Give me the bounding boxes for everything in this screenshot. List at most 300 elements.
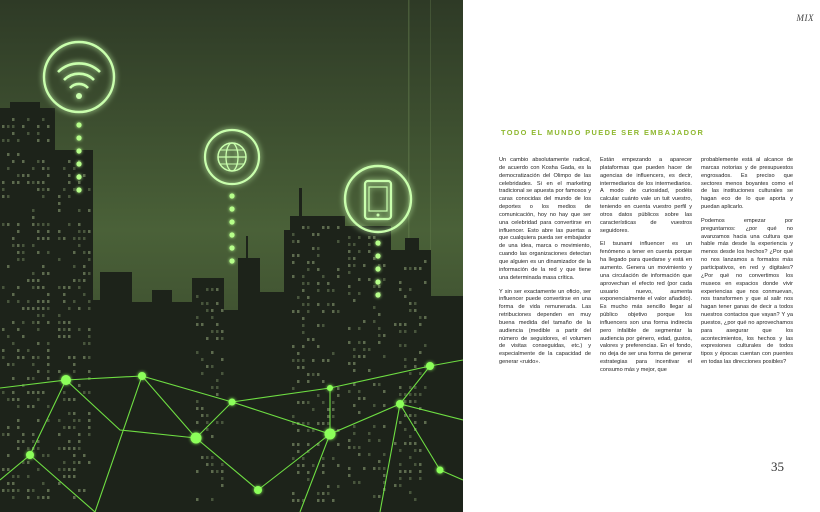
window-light — [73, 251, 76, 254]
network-node — [26, 451, 34, 459]
window-light — [307, 422, 310, 425]
window-light — [73, 279, 76, 282]
window-light — [42, 265, 45, 268]
window-light — [63, 447, 66, 450]
window-light — [17, 153, 20, 156]
window-light — [73, 237, 76, 240]
window-light — [378, 313, 381, 316]
window-light — [358, 446, 361, 449]
window-light — [58, 482, 61, 485]
window-light — [83, 293, 86, 296]
window-light — [206, 337, 209, 340]
window-light — [88, 433, 91, 436]
window-light — [32, 279, 35, 282]
window-light — [322, 359, 325, 362]
window-light — [17, 181, 20, 184]
window-light — [414, 421, 417, 424]
window-light — [297, 240, 300, 243]
window-light — [17, 328, 20, 331]
window-light — [363, 320, 366, 323]
window-light — [83, 454, 86, 457]
window-light — [307, 478, 310, 481]
window-light — [32, 167, 35, 170]
window-light — [348, 474, 351, 477]
window-light — [373, 404, 376, 407]
window-light — [37, 328, 40, 331]
network-node — [191, 433, 202, 444]
window-light — [37, 181, 40, 184]
window-light — [78, 181, 81, 184]
window-light — [292, 499, 295, 502]
window-light — [368, 439, 371, 442]
window-light — [12, 321, 15, 324]
window-light — [322, 457, 325, 460]
window-light — [17, 419, 20, 422]
window-light — [322, 471, 325, 474]
window-light — [37, 447, 40, 450]
window-light — [78, 237, 81, 240]
window-light — [368, 453, 371, 456]
window-light — [332, 289, 335, 292]
window-light — [83, 489, 86, 492]
window-light — [58, 314, 61, 317]
window-light — [68, 160, 71, 163]
window-light — [378, 341, 381, 344]
window-light — [47, 342, 50, 345]
window-light — [17, 405, 20, 408]
network-node — [229, 399, 236, 406]
window-light — [42, 314, 45, 317]
window-light — [292, 387, 295, 390]
window-light — [7, 223, 10, 226]
window-light — [37, 468, 40, 471]
window-light — [83, 279, 86, 282]
window-light — [292, 492, 295, 495]
window-light — [348, 236, 351, 239]
window-light — [307, 310, 310, 313]
window-light — [22, 160, 25, 163]
window-light — [32, 223, 35, 226]
window-light — [353, 355, 356, 358]
window-light — [332, 401, 335, 404]
window-light — [363, 467, 366, 470]
window-light — [348, 327, 351, 330]
window-light — [358, 355, 361, 358]
window-light — [37, 223, 40, 226]
window-light — [68, 412, 71, 415]
window-light — [297, 380, 300, 383]
window-light — [383, 355, 386, 358]
window-light — [78, 489, 81, 492]
window-light — [27, 132, 30, 135]
window-light — [73, 447, 76, 450]
window-light — [63, 426, 66, 429]
window-light — [78, 328, 81, 331]
window-light — [368, 243, 371, 246]
window-light — [409, 414, 412, 417]
signal-dot — [76, 122, 81, 127]
window-light — [58, 230, 61, 233]
window-light — [2, 328, 5, 331]
window-light — [73, 426, 76, 429]
window-light — [216, 393, 219, 396]
window-light — [2, 489, 5, 492]
window-light — [383, 334, 386, 337]
window-light — [409, 456, 412, 459]
window-light — [292, 310, 295, 313]
window-light — [409, 400, 412, 403]
signal-dot — [229, 232, 234, 237]
window-light — [37, 139, 40, 142]
window-light — [63, 328, 66, 331]
window-light — [348, 467, 351, 470]
window-light — [37, 342, 40, 345]
window-light — [7, 398, 10, 401]
window-light — [399, 484, 402, 487]
window-light — [322, 324, 325, 327]
signal-dot — [375, 240, 380, 245]
window-light — [37, 398, 40, 401]
window-light — [297, 401, 300, 404]
window-light — [42, 237, 45, 240]
window-light — [414, 449, 417, 452]
window-light — [22, 321, 25, 324]
window-light — [216, 323, 219, 326]
window-light — [42, 272, 45, 275]
window-light — [68, 335, 71, 338]
window-light — [358, 278, 361, 281]
window-light — [419, 372, 422, 375]
window-light — [399, 421, 402, 424]
window-light — [353, 432, 356, 435]
window-light — [201, 323, 204, 326]
window-light — [327, 485, 330, 488]
window-light — [353, 299, 356, 302]
window-light — [2, 139, 5, 142]
building — [152, 290, 172, 310]
window-light — [297, 471, 300, 474]
window-light — [37, 230, 40, 233]
window-light — [73, 496, 76, 499]
window-light — [312, 408, 315, 411]
paragraph: probablemente está al alcance de marcas notorias y de presupuestos engrosados. Es preciso que sectores menos boyantes como el de las instituciones culturales se hagan eco de lo que aporta y puedan aplicarlo. — [701, 157, 793, 211]
window-light — [312, 373, 315, 376]
window-light — [312, 464, 315, 467]
window-light — [297, 366, 300, 369]
window-light — [368, 236, 371, 239]
window-light — [58, 447, 61, 450]
window-light — [394, 484, 397, 487]
window-light — [196, 470, 199, 473]
window-light — [414, 393, 417, 396]
window-light — [47, 307, 50, 310]
window-light — [317, 254, 320, 257]
signal-dot — [375, 253, 380, 258]
window-light — [58, 202, 61, 205]
window-light — [2, 349, 5, 352]
window-light — [424, 386, 427, 389]
window-light — [78, 209, 81, 212]
window-light — [78, 307, 81, 310]
window-light — [206, 421, 209, 424]
window-light — [17, 300, 20, 303]
window-light — [196, 295, 199, 298]
window-light — [12, 363, 15, 366]
window-light — [17, 356, 20, 359]
window-light — [409, 442, 412, 445]
window-light — [348, 285, 351, 288]
network-node — [254, 486, 262, 494]
window-light — [383, 404, 386, 407]
window-light — [58, 195, 61, 198]
window-light — [42, 118, 45, 121]
window-light — [327, 408, 330, 411]
window-light — [292, 359, 295, 362]
window-light — [409, 470, 412, 473]
window-light — [37, 496, 40, 499]
window-light — [17, 489, 20, 492]
window-light — [12, 489, 15, 492]
window-light — [47, 300, 50, 303]
window-light — [32, 433, 35, 436]
window-light — [297, 450, 300, 453]
window-light — [348, 446, 351, 449]
window-light — [424, 260, 427, 263]
window-light — [17, 258, 20, 261]
window-light — [368, 369, 371, 372]
window-light — [196, 351, 199, 354]
window-light — [358, 390, 361, 393]
window-light — [88, 412, 91, 415]
window-light — [47, 188, 50, 191]
window-light — [47, 251, 50, 254]
window-light — [307, 471, 310, 474]
window-light — [322, 422, 325, 425]
window-light — [73, 419, 76, 422]
window-light — [22, 125, 25, 128]
window-light — [337, 387, 340, 390]
window-light — [17, 440, 20, 443]
window-light — [221, 463, 224, 466]
window-light — [414, 358, 417, 361]
window-light — [297, 464, 300, 467]
window-light — [42, 188, 45, 191]
window-light — [47, 356, 50, 359]
window-light — [42, 195, 45, 198]
window-light — [37, 314, 40, 317]
window-light — [211, 351, 214, 354]
window-light — [363, 341, 366, 344]
window-light — [337, 268, 340, 271]
window-light — [88, 188, 91, 191]
window-light — [414, 267, 417, 270]
window-light — [27, 307, 30, 310]
window-light — [317, 289, 320, 292]
window-light — [73, 167, 76, 170]
window-light — [63, 237, 66, 240]
window-light — [32, 356, 35, 359]
window-light — [88, 370, 91, 373]
window-light — [196, 400, 199, 403]
window-light — [409, 386, 412, 389]
window-light — [383, 453, 386, 456]
window-light — [327, 303, 330, 306]
window-light — [221, 330, 224, 333]
window-light — [83, 342, 86, 345]
window-light — [373, 236, 376, 239]
window-light — [58, 419, 61, 422]
window-light — [399, 449, 402, 452]
paragraph: Y sin ser exactamente un oficio, ser influencer puede convertirse en una forma de vida remunerada. Las retribuciones dependen en muy buena medida del tamaño de la audiencia (medible a partir del número de seguidores, el volumen de visitas conseguidas, etc.) y especialmente de la capacidad de generar «ruido». — [499, 288, 591, 366]
window-light — [63, 475, 66, 478]
window-light — [17, 426, 20, 429]
window-light — [22, 433, 25, 436]
window-light — [353, 481, 356, 484]
window-light — [32, 391, 35, 394]
window-light — [307, 380, 310, 383]
signal-dot — [229, 219, 234, 224]
window-light — [337, 226, 340, 229]
window-light — [292, 275, 295, 278]
window-light — [88, 335, 91, 338]
window-light — [47, 230, 50, 233]
window-light — [201, 372, 204, 375]
window-light — [12, 125, 15, 128]
section-label: MIX — [796, 13, 814, 23]
window-light — [37, 391, 40, 394]
window-light — [2, 223, 5, 226]
window-light — [332, 457, 335, 460]
window-light — [12, 398, 15, 401]
window-light — [211, 365, 214, 368]
window-light — [206, 309, 209, 312]
window-light — [7, 125, 10, 128]
window-light — [409, 491, 412, 494]
page-number: 35 — [771, 459, 784, 474]
network-node — [61, 375, 71, 385]
window-light — [211, 463, 214, 466]
window-light — [88, 391, 91, 394]
window-light — [414, 400, 417, 403]
window-light — [297, 254, 300, 257]
window-light — [63, 398, 66, 401]
signal-dot — [76, 148, 81, 153]
window-light — [47, 174, 50, 177]
window-light — [47, 349, 50, 352]
window-light — [211, 456, 214, 459]
window-light — [63, 293, 66, 296]
window-light — [78, 440, 81, 443]
window-light — [47, 125, 50, 128]
window-light — [88, 307, 91, 310]
window-light — [201, 407, 204, 410]
window-light — [58, 433, 61, 436]
window-light — [307, 282, 310, 285]
window-light — [78, 223, 81, 226]
window-light — [312, 247, 315, 250]
article-headline: TODO EL MUNDO PUEDE SER EMBAJADOR — [501, 128, 705, 137]
window-light — [7, 167, 10, 170]
window-light — [27, 461, 30, 464]
window-light — [414, 498, 417, 501]
window-light — [7, 139, 10, 142]
window-light — [78, 279, 81, 282]
window-light — [42, 391, 45, 394]
signal-dot — [375, 292, 380, 297]
window-light — [42, 181, 45, 184]
network-node — [325, 429, 336, 440]
window-light — [297, 443, 300, 446]
window-light — [414, 330, 417, 333]
network-node — [437, 467, 444, 474]
window-light — [78, 286, 81, 289]
window-light — [394, 442, 397, 445]
window-light — [317, 394, 320, 397]
window-light — [12, 377, 15, 380]
window-light — [332, 303, 335, 306]
window-light — [42, 454, 45, 457]
window-light — [404, 442, 407, 445]
window-light — [317, 373, 320, 376]
window-light — [383, 390, 386, 393]
window-light — [37, 321, 40, 324]
window-light — [17, 349, 20, 352]
window-light — [68, 475, 71, 478]
window-light — [383, 264, 386, 267]
window-light — [409, 372, 412, 375]
window-light — [37, 132, 40, 135]
text-column-1 — [499, 157, 591, 373]
window-light — [63, 461, 66, 464]
window-light — [327, 289, 330, 292]
window-light — [307, 338, 310, 341]
window-light — [221, 372, 224, 375]
window-light — [206, 463, 209, 466]
window-light — [332, 352, 335, 355]
window-light — [409, 288, 412, 291]
window-light — [58, 209, 61, 212]
window-light — [358, 341, 361, 344]
window-light — [206, 365, 209, 368]
window-light — [58, 468, 61, 471]
window-light — [12, 475, 15, 478]
window-light — [221, 309, 224, 312]
network-node — [138, 372, 146, 380]
window-light — [317, 268, 320, 271]
window-light — [7, 454, 10, 457]
window-light — [7, 265, 10, 268]
network-node — [396, 400, 404, 408]
window-light — [47, 223, 50, 226]
window-light — [337, 394, 340, 397]
window-light — [88, 230, 91, 233]
window-light — [47, 489, 50, 492]
window-light — [378, 285, 381, 288]
window-light — [297, 352, 300, 355]
window-light — [2, 195, 5, 198]
window-light — [399, 288, 402, 291]
window-light — [12, 496, 15, 499]
window-light — [399, 393, 402, 396]
window-light — [327, 226, 330, 229]
window-light — [368, 250, 371, 253]
paragraph: Un cambio absolutamente radical, de acuerdo con Kosha Gada, es la democratización del Olimpo de las celebridades. Si en el marketing tradicional se apuesta por famosos y caras conocidas del mundo de los deportes o los medios de comunicación, hoy no hay que ser una celebridad para convertirse en influencer. Esto abre las puertas a que cualquiera pueda ser embajador de una idea, marca o movimiento, cuando las organizaciones detectan que alguien es un dinamizador de la información de la red y que tiene una determinada masa crítica. — [499, 157, 591, 281]
window-light — [409, 393, 412, 396]
window-light — [196, 407, 199, 410]
window-light — [201, 414, 204, 417]
window-light — [302, 324, 305, 327]
window-light — [358, 453, 361, 456]
